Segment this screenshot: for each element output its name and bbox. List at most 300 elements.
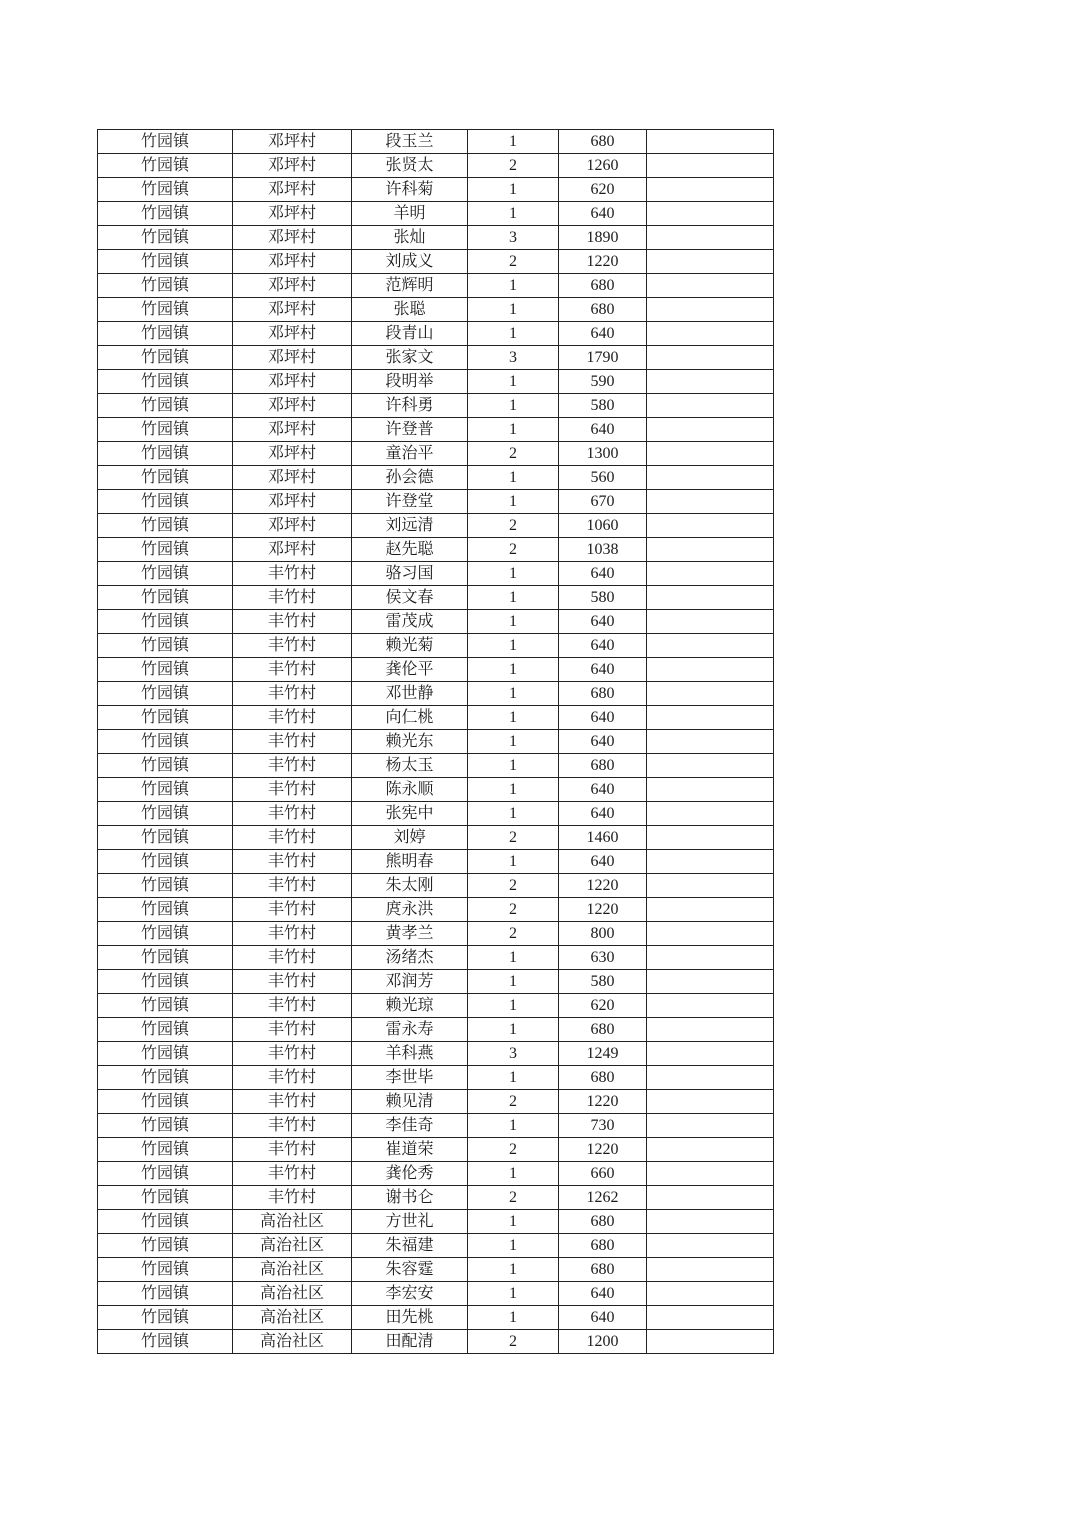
cell-village: 高治社区 xyxy=(233,1282,352,1306)
cell-village: 丰竹村 xyxy=(233,1114,352,1138)
cell-village: 丰竹村 xyxy=(233,1042,352,1066)
cell-count: 2 xyxy=(468,538,559,562)
cell-amount: 730 xyxy=(559,1114,647,1138)
cell-blank xyxy=(647,490,774,514)
cell-blank xyxy=(647,466,774,490)
cell-count: 1 xyxy=(468,130,559,154)
cell-count: 1 xyxy=(468,1162,559,1186)
cell-amount: 640 xyxy=(559,322,647,346)
cell-town: 竹园镇 xyxy=(98,370,233,394)
cell-village: 邓坪村 xyxy=(233,154,352,178)
table-row xyxy=(98,970,774,994)
cell-name: 范辉明 xyxy=(352,274,468,298)
cell-name: 段青山 xyxy=(352,322,468,346)
table-row xyxy=(98,1018,774,1042)
cell-count: 1 xyxy=(468,586,559,610)
cell-amount: 640 xyxy=(559,562,647,586)
cell-name: 段玉兰 xyxy=(352,130,468,154)
cell-village: 丰竹村 xyxy=(233,946,352,970)
table-row xyxy=(98,178,774,202)
table-row xyxy=(98,322,774,346)
cell-blank xyxy=(647,538,774,562)
cell-town: 竹园镇 xyxy=(98,922,233,946)
table-row xyxy=(98,1114,774,1138)
cell-town: 竹园镇 xyxy=(98,490,233,514)
cell-name: 朱福建 xyxy=(352,1234,468,1258)
cell-count: 1 xyxy=(468,394,559,418)
cell-amount: 640 xyxy=(559,778,647,802)
cell-name: 张贤太 xyxy=(352,154,468,178)
cell-count: 2 xyxy=(468,1330,559,1354)
cell-blank xyxy=(647,946,774,970)
cell-town: 竹园镇 xyxy=(98,130,233,154)
cell-count: 1 xyxy=(468,178,559,202)
cell-village: 丰竹村 xyxy=(233,562,352,586)
cell-town: 竹园镇 xyxy=(98,346,233,370)
cell-count: 1 xyxy=(468,850,559,874)
cell-amount: 580 xyxy=(559,394,647,418)
cell-count: 1 xyxy=(468,466,559,490)
table-row xyxy=(98,1066,774,1090)
cell-amount: 1262 xyxy=(559,1186,647,1210)
table-row xyxy=(98,1258,774,1282)
cell-count: 2 xyxy=(468,826,559,850)
cell-amount: 630 xyxy=(559,946,647,970)
cell-blank xyxy=(647,850,774,874)
table-row xyxy=(98,250,774,274)
cell-blank xyxy=(647,1282,774,1306)
cell-count: 1 xyxy=(468,730,559,754)
cell-village: 丰竹村 xyxy=(233,706,352,730)
cell-town: 竹园镇 xyxy=(98,466,233,490)
cell-town: 竹园镇 xyxy=(98,538,233,562)
cell-blank xyxy=(647,514,774,538)
cell-count: 2 xyxy=(468,250,559,274)
cell-blank xyxy=(647,1090,774,1114)
cell-village: 丰竹村 xyxy=(233,850,352,874)
cell-name: 雷永寿 xyxy=(352,1018,468,1042)
cell-amount: 680 xyxy=(559,1258,647,1282)
cell-village: 高治社区 xyxy=(233,1210,352,1234)
table-row xyxy=(98,586,774,610)
cell-blank xyxy=(647,1330,774,1354)
cell-blank xyxy=(647,1018,774,1042)
table-row xyxy=(98,874,774,898)
cell-amount: 580 xyxy=(559,586,647,610)
cell-amount: 590 xyxy=(559,370,647,394)
cell-village: 丰竹村 xyxy=(233,970,352,994)
cell-village: 丰竹村 xyxy=(233,826,352,850)
cell-name: 李宏安 xyxy=(352,1282,468,1306)
cell-town: 竹园镇 xyxy=(98,1306,233,1330)
cell-village: 邓坪村 xyxy=(233,466,352,490)
cell-blank xyxy=(647,706,774,730)
cell-village: 丰竹村 xyxy=(233,802,352,826)
cell-village: 丰竹村 xyxy=(233,922,352,946)
cell-town: 竹园镇 xyxy=(98,1138,233,1162)
cell-village: 邓坪村 xyxy=(233,322,352,346)
table-row xyxy=(98,514,774,538)
cell-blank xyxy=(647,370,774,394)
cell-amount: 1260 xyxy=(559,154,647,178)
cell-town: 竹园镇 xyxy=(98,634,233,658)
cell-blank xyxy=(647,802,774,826)
cell-village: 邓坪村 xyxy=(233,250,352,274)
cell-name: 李佳奇 xyxy=(352,1114,468,1138)
cell-name: 赖光东 xyxy=(352,730,468,754)
cell-town: 竹园镇 xyxy=(98,754,233,778)
cell-amount: 680 xyxy=(559,1210,647,1234)
cell-town: 竹园镇 xyxy=(98,1066,233,1090)
cell-blank xyxy=(647,394,774,418)
cell-name: 赖光琼 xyxy=(352,994,468,1018)
cell-name: 刘成义 xyxy=(352,250,468,274)
cell-blank xyxy=(647,1234,774,1258)
cell-count: 2 xyxy=(468,442,559,466)
cell-name: 龚伦秀 xyxy=(352,1162,468,1186)
cell-town: 竹园镇 xyxy=(98,442,233,466)
cell-blank xyxy=(647,154,774,178)
table-row xyxy=(98,1282,774,1306)
cell-town: 竹园镇 xyxy=(98,1234,233,1258)
cell-amount: 660 xyxy=(559,1162,647,1186)
cell-amount: 640 xyxy=(559,850,647,874)
cell-village: 高治社区 xyxy=(233,1234,352,1258)
cell-name: 谢书仑 xyxy=(352,1186,468,1210)
table-body xyxy=(98,130,774,1354)
cell-amount: 640 xyxy=(559,1306,647,1330)
cell-count: 1 xyxy=(468,298,559,322)
cell-amount: 680 xyxy=(559,682,647,706)
cell-village: 邓坪村 xyxy=(233,226,352,250)
cell-name: 童治平 xyxy=(352,442,468,466)
cell-amount: 1220 xyxy=(559,1138,647,1162)
cell-amount: 620 xyxy=(559,994,647,1018)
cell-blank xyxy=(647,922,774,946)
cell-village: 邓坪村 xyxy=(233,538,352,562)
cell-town: 竹园镇 xyxy=(98,1258,233,1282)
table-row xyxy=(98,778,774,802)
cell-blank xyxy=(647,658,774,682)
cell-count: 2 xyxy=(468,1090,559,1114)
cell-name: 许登普 xyxy=(352,418,468,442)
table-row xyxy=(98,538,774,562)
cell-name: 李世毕 xyxy=(352,1066,468,1090)
cell-count: 1 xyxy=(468,946,559,970)
cell-count: 3 xyxy=(468,226,559,250)
cell-town: 竹园镇 xyxy=(98,1162,233,1186)
cell-blank xyxy=(647,418,774,442)
cell-town: 竹园镇 xyxy=(98,778,233,802)
cell-town: 竹园镇 xyxy=(98,850,233,874)
cell-count: 1 xyxy=(468,682,559,706)
cell-count: 1 xyxy=(468,1114,559,1138)
cell-town: 竹园镇 xyxy=(98,874,233,898)
cell-town: 竹园镇 xyxy=(98,1090,233,1114)
cell-name: 张家文 xyxy=(352,346,468,370)
cell-village: 邓坪村 xyxy=(233,178,352,202)
cell-town: 竹园镇 xyxy=(98,586,233,610)
cell-amount: 640 xyxy=(559,730,647,754)
cell-town: 竹园镇 xyxy=(98,658,233,682)
cell-blank xyxy=(647,274,774,298)
cell-name: 羊明 xyxy=(352,202,468,226)
table-row xyxy=(98,562,774,586)
cell-name: 朱太刚 xyxy=(352,874,468,898)
cell-amount: 1300 xyxy=(559,442,647,466)
cell-amount: 1220 xyxy=(559,874,647,898)
cell-blank xyxy=(647,1306,774,1330)
table-row xyxy=(98,658,774,682)
cell-blank xyxy=(647,1186,774,1210)
cell-village: 丰竹村 xyxy=(233,634,352,658)
cell-name: 向仁桃 xyxy=(352,706,468,730)
cell-village: 丰竹村 xyxy=(233,730,352,754)
cell-town: 竹园镇 xyxy=(98,250,233,274)
cell-name: 田配清 xyxy=(352,1330,468,1354)
cell-village: 丰竹村 xyxy=(233,610,352,634)
cell-count: 1 xyxy=(468,1210,559,1234)
cell-town: 竹园镇 xyxy=(98,970,233,994)
cell-blank xyxy=(647,682,774,706)
table-row xyxy=(98,1210,774,1234)
cell-village: 丰竹村 xyxy=(233,658,352,682)
cell-town: 竹园镇 xyxy=(98,418,233,442)
table-row xyxy=(98,466,774,490)
cell-name: 侯文春 xyxy=(352,586,468,610)
cell-village: 丰竹村 xyxy=(233,586,352,610)
cell-village: 邓坪村 xyxy=(233,370,352,394)
cell-village: 邓坪村 xyxy=(233,202,352,226)
cell-name: 刘婷 xyxy=(352,826,468,850)
cell-count: 1 xyxy=(468,274,559,298)
table-row xyxy=(98,1306,774,1330)
cell-town: 竹园镇 xyxy=(98,1114,233,1138)
cell-blank xyxy=(647,898,774,922)
cell-town: 竹园镇 xyxy=(98,730,233,754)
cell-amount: 1220 xyxy=(559,1090,647,1114)
cell-name: 邓润芳 xyxy=(352,970,468,994)
cell-amount: 680 xyxy=(559,298,647,322)
cell-blank xyxy=(647,1114,774,1138)
cell-count: 2 xyxy=(468,154,559,178)
cell-town: 竹园镇 xyxy=(98,514,233,538)
cell-amount: 1220 xyxy=(559,898,647,922)
cell-name: 田先桃 xyxy=(352,1306,468,1330)
cell-count: 1 xyxy=(468,1282,559,1306)
cell-blank xyxy=(647,226,774,250)
cell-count: 1 xyxy=(468,490,559,514)
cell-count: 1 xyxy=(468,562,559,586)
table-row xyxy=(98,754,774,778)
cell-town: 竹园镇 xyxy=(98,394,233,418)
cell-town: 竹园镇 xyxy=(98,298,233,322)
cell-name: 骆习国 xyxy=(352,562,468,586)
cell-count: 2 xyxy=(468,1186,559,1210)
cell-name: 黄孝兰 xyxy=(352,922,468,946)
cell-blank xyxy=(647,874,774,898)
table-row xyxy=(98,730,774,754)
table-row xyxy=(98,1234,774,1258)
cell-village: 丰竹村 xyxy=(233,1018,352,1042)
cell-count: 1 xyxy=(468,994,559,1018)
cell-name: 方世礼 xyxy=(352,1210,468,1234)
cell-amount: 680 xyxy=(559,754,647,778)
table-row xyxy=(98,1186,774,1210)
cell-amount: 560 xyxy=(559,466,647,490)
cell-village: 邓坪村 xyxy=(233,418,352,442)
cell-village: 丰竹村 xyxy=(233,1186,352,1210)
cell-name: 孙会德 xyxy=(352,466,468,490)
table-row xyxy=(98,226,774,250)
cell-blank xyxy=(647,562,774,586)
cell-count: 1 xyxy=(468,706,559,730)
cell-amount: 1038 xyxy=(559,538,647,562)
cell-name: 朱容霆 xyxy=(352,1258,468,1282)
cell-amount: 800 xyxy=(559,922,647,946)
cell-amount: 680 xyxy=(559,1234,647,1258)
cell-amount: 1460 xyxy=(559,826,647,850)
cell-blank xyxy=(647,1210,774,1234)
cell-village: 邓坪村 xyxy=(233,130,352,154)
cell-amount: 1200 xyxy=(559,1330,647,1354)
table-row xyxy=(98,1138,774,1162)
table-row xyxy=(98,826,774,850)
cell-name: 雷茂成 xyxy=(352,610,468,634)
cell-town: 竹园镇 xyxy=(98,682,233,706)
cell-name: 赵先聪 xyxy=(352,538,468,562)
table-row xyxy=(98,490,774,514)
cell-blank xyxy=(647,202,774,226)
table-row xyxy=(98,370,774,394)
cell-count: 1 xyxy=(468,610,559,634)
table-row xyxy=(98,346,774,370)
table-row xyxy=(98,682,774,706)
cell-count: 1 xyxy=(468,322,559,346)
cell-town: 竹园镇 xyxy=(98,178,233,202)
cell-name: 许科勇 xyxy=(352,394,468,418)
cell-count: 1 xyxy=(468,202,559,226)
table-row xyxy=(98,1090,774,1114)
cell-amount: 640 xyxy=(559,202,647,226)
table-row xyxy=(98,202,774,226)
cell-name: 许登堂 xyxy=(352,490,468,514)
cell-name: 段明举 xyxy=(352,370,468,394)
table-row xyxy=(98,922,774,946)
cell-town: 竹园镇 xyxy=(98,1210,233,1234)
cell-village: 邓坪村 xyxy=(233,394,352,418)
cell-name: 熊明春 xyxy=(352,850,468,874)
cell-amount: 640 xyxy=(559,418,647,442)
cell-village: 丰竹村 xyxy=(233,1066,352,1090)
cell-name: 庹永洪 xyxy=(352,898,468,922)
cell-blank xyxy=(647,1258,774,1282)
subsidy-table xyxy=(97,129,774,1354)
table-row xyxy=(98,298,774,322)
cell-blank xyxy=(647,298,774,322)
cell-village: 高治社区 xyxy=(233,1330,352,1354)
cell-town: 竹园镇 xyxy=(98,1018,233,1042)
cell-count: 1 xyxy=(468,778,559,802)
cell-amount: 1890 xyxy=(559,226,647,250)
cell-amount: 680 xyxy=(559,274,647,298)
cell-name: 羊科燕 xyxy=(352,1042,468,1066)
table-row xyxy=(98,946,774,970)
cell-name: 刘远清 xyxy=(352,514,468,538)
cell-name: 赖见清 xyxy=(352,1090,468,1114)
cell-blank xyxy=(647,250,774,274)
cell-count: 1 xyxy=(468,802,559,826)
cell-count: 3 xyxy=(468,346,559,370)
cell-blank xyxy=(647,346,774,370)
cell-count: 1 xyxy=(468,754,559,778)
cell-town: 竹园镇 xyxy=(98,706,233,730)
cell-village: 丰竹村 xyxy=(233,898,352,922)
cell-town: 竹园镇 xyxy=(98,154,233,178)
table-row xyxy=(98,850,774,874)
cell-town: 竹园镇 xyxy=(98,994,233,1018)
cell-blank xyxy=(647,178,774,202)
cell-name: 崔道荣 xyxy=(352,1138,468,1162)
cell-amount: 640 xyxy=(559,1282,647,1306)
table-row xyxy=(98,154,774,178)
cell-count: 1 xyxy=(468,1018,559,1042)
cell-blank xyxy=(647,130,774,154)
cell-amount: 1060 xyxy=(559,514,647,538)
cell-blank xyxy=(647,970,774,994)
cell-count: 2 xyxy=(468,1138,559,1162)
cell-count: 1 xyxy=(468,634,559,658)
cell-count: 1 xyxy=(468,370,559,394)
table-row xyxy=(98,442,774,466)
cell-blank xyxy=(647,754,774,778)
cell-amount: 640 xyxy=(559,802,647,826)
cell-village: 邓坪村 xyxy=(233,442,352,466)
cell-count: 1 xyxy=(468,1258,559,1282)
table-row xyxy=(98,634,774,658)
cell-name: 汤绪杰 xyxy=(352,946,468,970)
cell-blank xyxy=(647,442,774,466)
cell-count: 1 xyxy=(468,658,559,682)
cell-village: 丰竹村 xyxy=(233,1162,352,1186)
cell-town: 竹园镇 xyxy=(98,826,233,850)
cell-town: 竹园镇 xyxy=(98,1282,233,1306)
cell-count: 3 xyxy=(468,1042,559,1066)
cell-amount: 1790 xyxy=(559,346,647,370)
cell-town: 竹园镇 xyxy=(98,802,233,826)
cell-village: 邓坪村 xyxy=(233,274,352,298)
table-row xyxy=(98,418,774,442)
table-row xyxy=(98,802,774,826)
cell-name: 龚伦平 xyxy=(352,658,468,682)
cell-town: 竹园镇 xyxy=(98,610,233,634)
cell-town: 竹园镇 xyxy=(98,898,233,922)
cell-town: 竹园镇 xyxy=(98,1186,233,1210)
table-row xyxy=(98,898,774,922)
cell-amount: 640 xyxy=(559,610,647,634)
cell-name: 杨太玉 xyxy=(352,754,468,778)
cell-blank xyxy=(647,826,774,850)
cell-town: 竹园镇 xyxy=(98,1330,233,1354)
cell-village: 丰竹村 xyxy=(233,874,352,898)
cell-town: 竹园镇 xyxy=(98,1042,233,1066)
cell-blank xyxy=(647,1138,774,1162)
cell-town: 竹园镇 xyxy=(98,226,233,250)
cell-name: 张聪 xyxy=(352,298,468,322)
cell-blank xyxy=(647,1066,774,1090)
cell-blank xyxy=(647,730,774,754)
cell-blank xyxy=(647,994,774,1018)
